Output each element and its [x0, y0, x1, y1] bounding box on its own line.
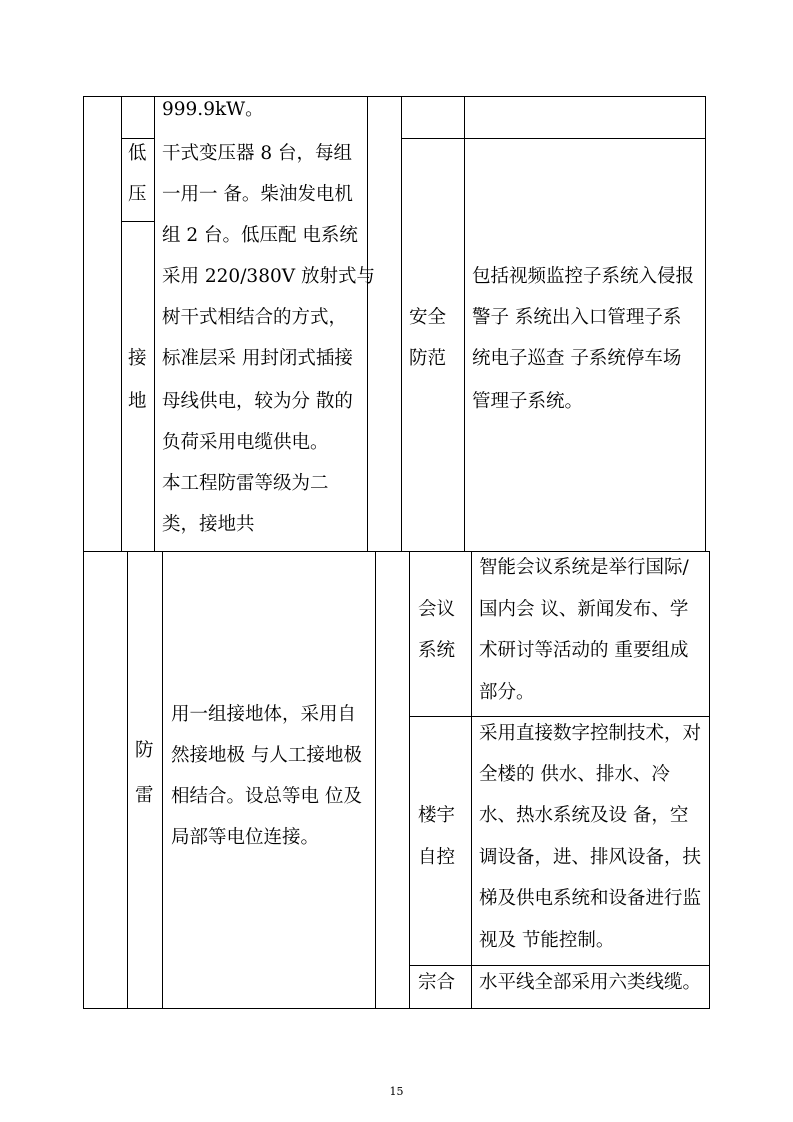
table-top-border-top [83, 96, 706, 97]
power-text-line: 类，接地共 [162, 514, 255, 535]
table-top-rule [83, 96, 84, 552]
lightning-text-line: 局部等电位连接。 [171, 827, 320, 848]
table-bottom-rule [409, 716, 710, 717]
table-top-rule [121, 138, 154, 139]
lightning-text-line: 相结合。设总等电 位及 [171, 786, 362, 807]
security-label: 安全 [409, 307, 447, 328]
table-bottom-rule [162, 551, 163, 1009]
table-top-rule [121, 221, 154, 222]
bas-label: 自控 [418, 847, 456, 868]
conference-text-line: 智能会议系统是举行国际/ [479, 557, 689, 578]
table-top-rule [705, 96, 706, 552]
power-continued-text: 999.9kW。 [162, 99, 264, 120]
power-text-line: 母线供电，较为分 散的 [162, 391, 353, 412]
bas-text-line: 采用直接数字控制技术，对 [479, 723, 702, 744]
power-text-line: 负荷采用电缆供电。 [162, 432, 329, 453]
table-bottom-rule [375, 551, 376, 1009]
security-text-line: 管理子系统。 [472, 391, 584, 412]
table-bottom-rule [409, 551, 410, 1009]
table-top-rule [367, 96, 368, 552]
security-text-line: 包括视频监控子系统入侵报 [472, 266, 695, 287]
lightning-text-line: 用一组接地体，采用自 [171, 704, 357, 725]
power-text-line: 组 2 台。低压配 电系统 [162, 225, 358, 246]
table-bottom-rule [127, 551, 128, 1009]
power-text-line: 一用一 备。柴油发电机 [162, 184, 353, 205]
bas-label: 楼宇 [418, 805, 456, 826]
table-top-rule [401, 96, 402, 552]
table-bottom-border-bottom [83, 1008, 710, 1009]
conference-text-line: 部分。 [479, 682, 535, 703]
conference-text-line: 术研讨等活动的 重要组成 [479, 640, 689, 661]
power-text-line: 干式变压器 8 台，每组 [162, 143, 353, 164]
cabling-label: 宗合 [418, 972, 456, 993]
table-bottom-rule [409, 965, 710, 966]
power-text-line: 树干式相结合的方式， [162, 307, 348, 328]
table-bottom-rule [83, 551, 84, 1009]
table-top-rule [121, 96, 122, 552]
table-top-rule [154, 96, 155, 552]
security-text-line: 统电子巡查 子系统停车场 [472, 348, 682, 369]
bas-text-line: 水、热水系统及设 备，空 [479, 805, 689, 826]
table-top-rule [401, 138, 706, 139]
power-text-line: 本工程防雷等级为二 [162, 473, 329, 494]
bas-text-line: 调设备，进、排风设备，扶 [479, 847, 702, 868]
conference-text-line: 国内会 议、新闻发布、学 [479, 599, 689, 620]
table-top-border-bottom [83, 551, 710, 552]
security-label: 防范 [409, 348, 447, 369]
security-text-line: 警子 系统出入口管理子系 [472, 307, 682, 328]
cabling-text: 水平线全部采用六类线缆。 [479, 972, 702, 993]
grounding-label: 地 [128, 391, 147, 412]
page-number: 15 [389, 1085, 404, 1098]
table-bottom-rule [709, 551, 710, 1009]
bas-text-line: 全楼的 供水、排水、冷 [479, 764, 670, 785]
table-bottom-rule [471, 551, 472, 1009]
power-text-line: 采用 220/380V 放射式与 [162, 266, 375, 287]
power-text-line: 标准层采 用封闭式插接 [162, 348, 353, 369]
conference-label: 会议 [418, 599, 456, 620]
grounding-label: 接 [128, 348, 147, 369]
lightning-label: 雷 [135, 785, 154, 806]
lightning-text-line: 然接地极 与人工接地极 [171, 745, 362, 766]
conference-label: 系统 [418, 640, 456, 661]
low-voltage-label: 低 [128, 143, 147, 164]
bas-text-line: 梯及供电系统和设备进行监 [479, 888, 702, 909]
low-voltage-label: 压 [128, 184, 147, 205]
bas-text-line: 视及 节能控制。 [479, 930, 615, 951]
table-top-rule [464, 96, 465, 552]
lightning-label: 防 [135, 740, 154, 761]
